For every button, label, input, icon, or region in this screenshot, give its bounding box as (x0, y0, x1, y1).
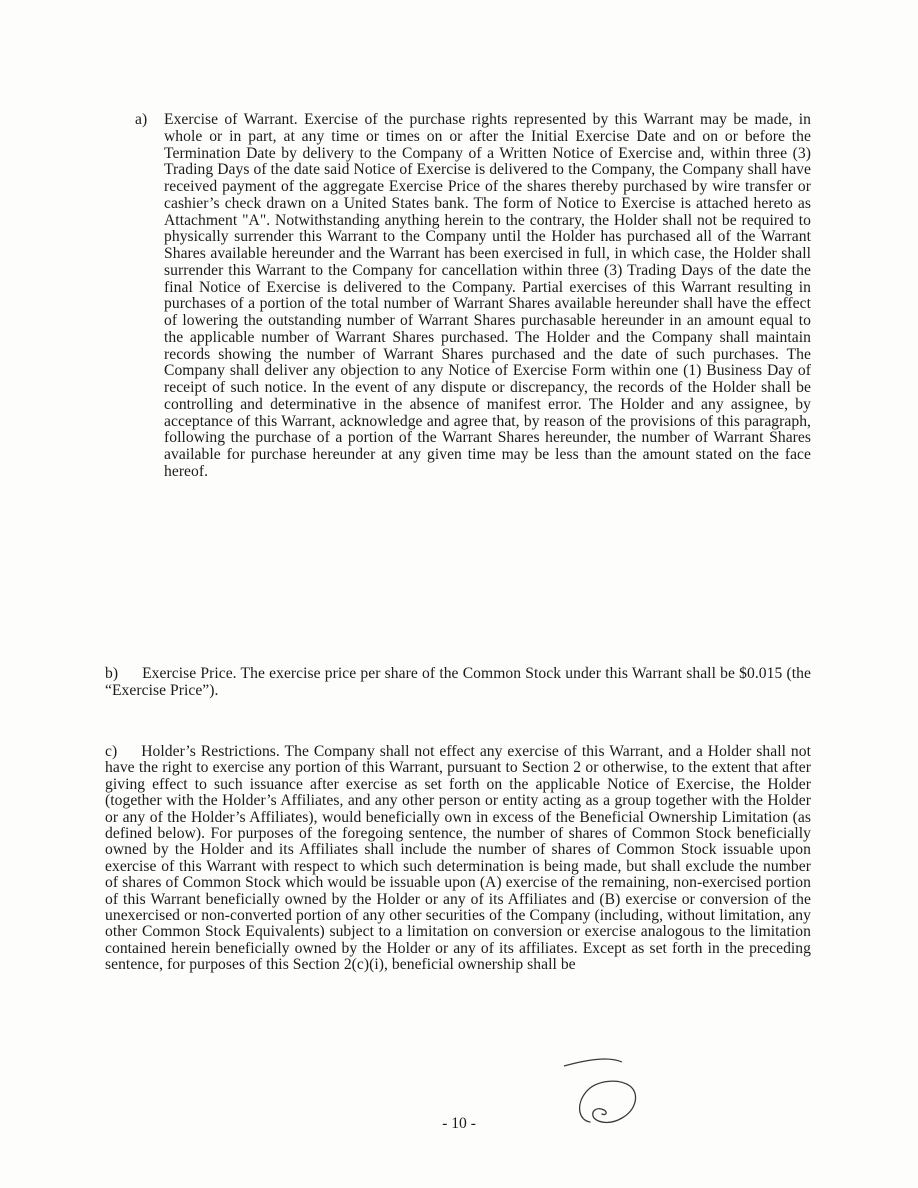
section-b-text: Exercise Price. The exercise price per share of the Common Stock under this Warrant shall be $0.015 (the “Exercise Price”). (105, 665, 811, 699)
page-number: - 10 - (442, 1115, 476, 1132)
section-b-paragraph (105, 666, 811, 700)
section-b-marker: b) (105, 665, 119, 682)
section-c-text: Holder’s Restrictions. The Company shall not effect any exercise of this Warrant, and a Holder shall not have the right to exercise any portion of this Warrant, pursuant to Section 2 or otherwise, to the extent that after giving effect to such issuance after exercise as set forth on the applicable Notice of Exercise, the Holder (together with the Holder’s Affiliates, and any other person or entity acting as a group together with the Holder or any of the Holder’s Affiliates), would beneficially own in excess of the Beneficial Ownership Limitation (as defined below). For purposes of the foregoing sentence, the number of shares of Common Stock beneficially owned by the Holder and its Affiliates shall include the number of shares of Common Stock issuable upon exercise of this Warrant with respect to which such determination is being made, but shall exclude the number of shares of Common Stock which would be issuable upon (A) exercise of the remaining, non-exercised portion of this Warrant beneficially owned by the Holder or any of its Affiliates and (B) exercise or conversion of the unexercised or non-converted portion of any other securities of the Company (including, without limitation, any other Common Stock Equivalents) subject to a limitation on conversion or exercise analogous to the limitation contained herein beneficially owned by the Holder or any of its affiliates. Except as set forth in the preceding sentence, for purposes of this Section 2(c)(i), beneficial ownership shall be (105, 743, 811, 974)
section-a-paragraph (135, 111, 811, 481)
section-a-marker: a) (135, 111, 148, 128)
section-c-marker: c) (105, 743, 118, 760)
section-a-text: Exercise of Warrant. Exercise of the purchase rights represented by this Warrant may be made, in whole or in part, at any time or times on or after the Initial Exercise Date and on or before the Termination Date by delivery to the Company of a Written Notice of Exercise and, within three (3) Trading Days of the date said Notice of Exercise is delivered to the Company, the Company shall have received payment of the aggregate Exercise Price of the shares thereby purchased by wire transfer or cashier’s check drawn on a United States bank. The form of Notice to Exercise is attached hereto as Attachment "A". Notwithstanding anything herein to the contrary, the Holder shall not be required to physically surrender this Warrant to the Company until the Holder has purchased all of the Warrant Shares available hereunder and the Warrant has been exercised in full, in which case, the Holder shall surrender this Warrant to the Company for cancellation within three (3) Trading Days of the date the final Notice of Exercise is delivered to the Company. Partial exercises of this Warrant resulting in purchases of a portion of the total number of Warrant Shares available hereunder shall have the effect of lowering the outstanding number of Warrant Shares purchasable hereunder in an amount equal to the applicable number of Warrant Shares purchased. The Holder and the Company shall maintain records showing the number of Warrant Shares purchased and the date of such purchases. The Company shall deliver any objection to any Notice of Exercise Form within one (1) Business Day of receipt of such notice. In the event of any dispute or discrepancy, the records of the Holder shall be controlling and determinative in the absence of manifest error. The Holder and any assignee, by acceptance of this Warrant, acknowledge and agree that, by reason of the provisions of this paragraph, following the purchase of a portion of the Warrant Shares hereunder, the number of Warrant Shares available for purchase hereunder at any given time may be less than the amount stated on the face hereof. (164, 111, 811, 480)
section-c-paragraph (105, 744, 811, 974)
